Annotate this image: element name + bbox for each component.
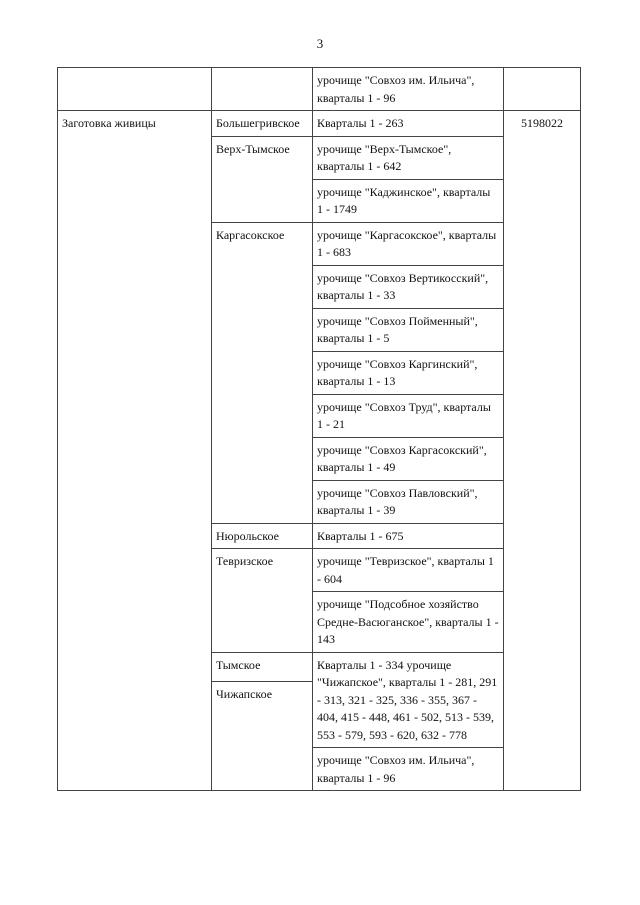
- location-cell: Кварталы 1 - 334 урочище "Чижапское", кварталы 1 - 281, 291 - 313, 321 - 325, 336 - 355, 367 - 404, 415 - 448, 461 - 502, 513 - 539, 553 - 579, 593 - 620, 632 - 778: [313, 652, 504, 748]
- code-cell: 5198022: [504, 111, 581, 791]
- forestry-cell: Каргасокское: [212, 222, 313, 523]
- table-row: [58, 111, 581, 137]
- forestry-cell: Нюрольское: [212, 523, 313, 549]
- location-cell: урочище "Совхоз Павловский", кварталы 1 - 39: [313, 480, 504, 523]
- location-cell: урочище "Совхоз Каргасокский", кварталы 1 - 49: [313, 437, 504, 480]
- activity-cell-empty: [58, 68, 212, 111]
- forestry-cell: Большегривское: [212, 111, 313, 137]
- location-cell: урочище "Каджинское", кварталы 1 - 1749: [313, 179, 504, 222]
- code-cell-empty: [504, 68, 581, 111]
- page-number: 3: [316, 36, 324, 51]
- location-cell: Кварталы 1 - 263: [313, 111, 504, 137]
- table-row: [58, 68, 581, 111]
- location-cell: урочище "Совхоз Вертикосский", кварталы 1 - 33: [313, 265, 504, 308]
- location-cell: урочище "Совхоз Каргинский", кварталы 1 - 13: [313, 351, 504, 394]
- location-cell: урочище "Совхоз им. Ильича", кварталы 1 - 96: [313, 68, 504, 111]
- forestry-cell: Тымское: [212, 652, 313, 681]
- forestry-table: [57, 67, 581, 791]
- location-cell: урочище "Верх-Тымское", кварталы 1 - 642: [313, 136, 504, 179]
- location-cell: урочище "Тевризское", кварталы 1 - 604: [313, 549, 504, 592]
- forestry-cell: Верх-Тымское: [212, 136, 313, 222]
- forestry-cell: Чижапское: [212, 681, 313, 791]
- location-cell: урочище "Подсобное хозяйство Средне-Васюганское", кварталы 1 - 143: [313, 592, 504, 653]
- location-cell: урочище "Совхоз им. Ильича", кварталы 1 - 96: [313, 748, 504, 791]
- location-cell: урочище "Совхоз Пойменный", кварталы 1 - 5: [313, 308, 504, 351]
- activity-cell: Заготовка живицы: [58, 111, 212, 791]
- forestry-cell-empty: [212, 68, 313, 111]
- location-cell: урочище "Совхоз Труд", кварталы 1 - 21: [313, 394, 504, 437]
- forestry-cell: Тевризское: [212, 549, 313, 653]
- location-cell: урочище "Каргасокское", кварталы 1 - 683: [313, 222, 504, 265]
- location-cell: Кварталы 1 - 675: [313, 523, 504, 549]
